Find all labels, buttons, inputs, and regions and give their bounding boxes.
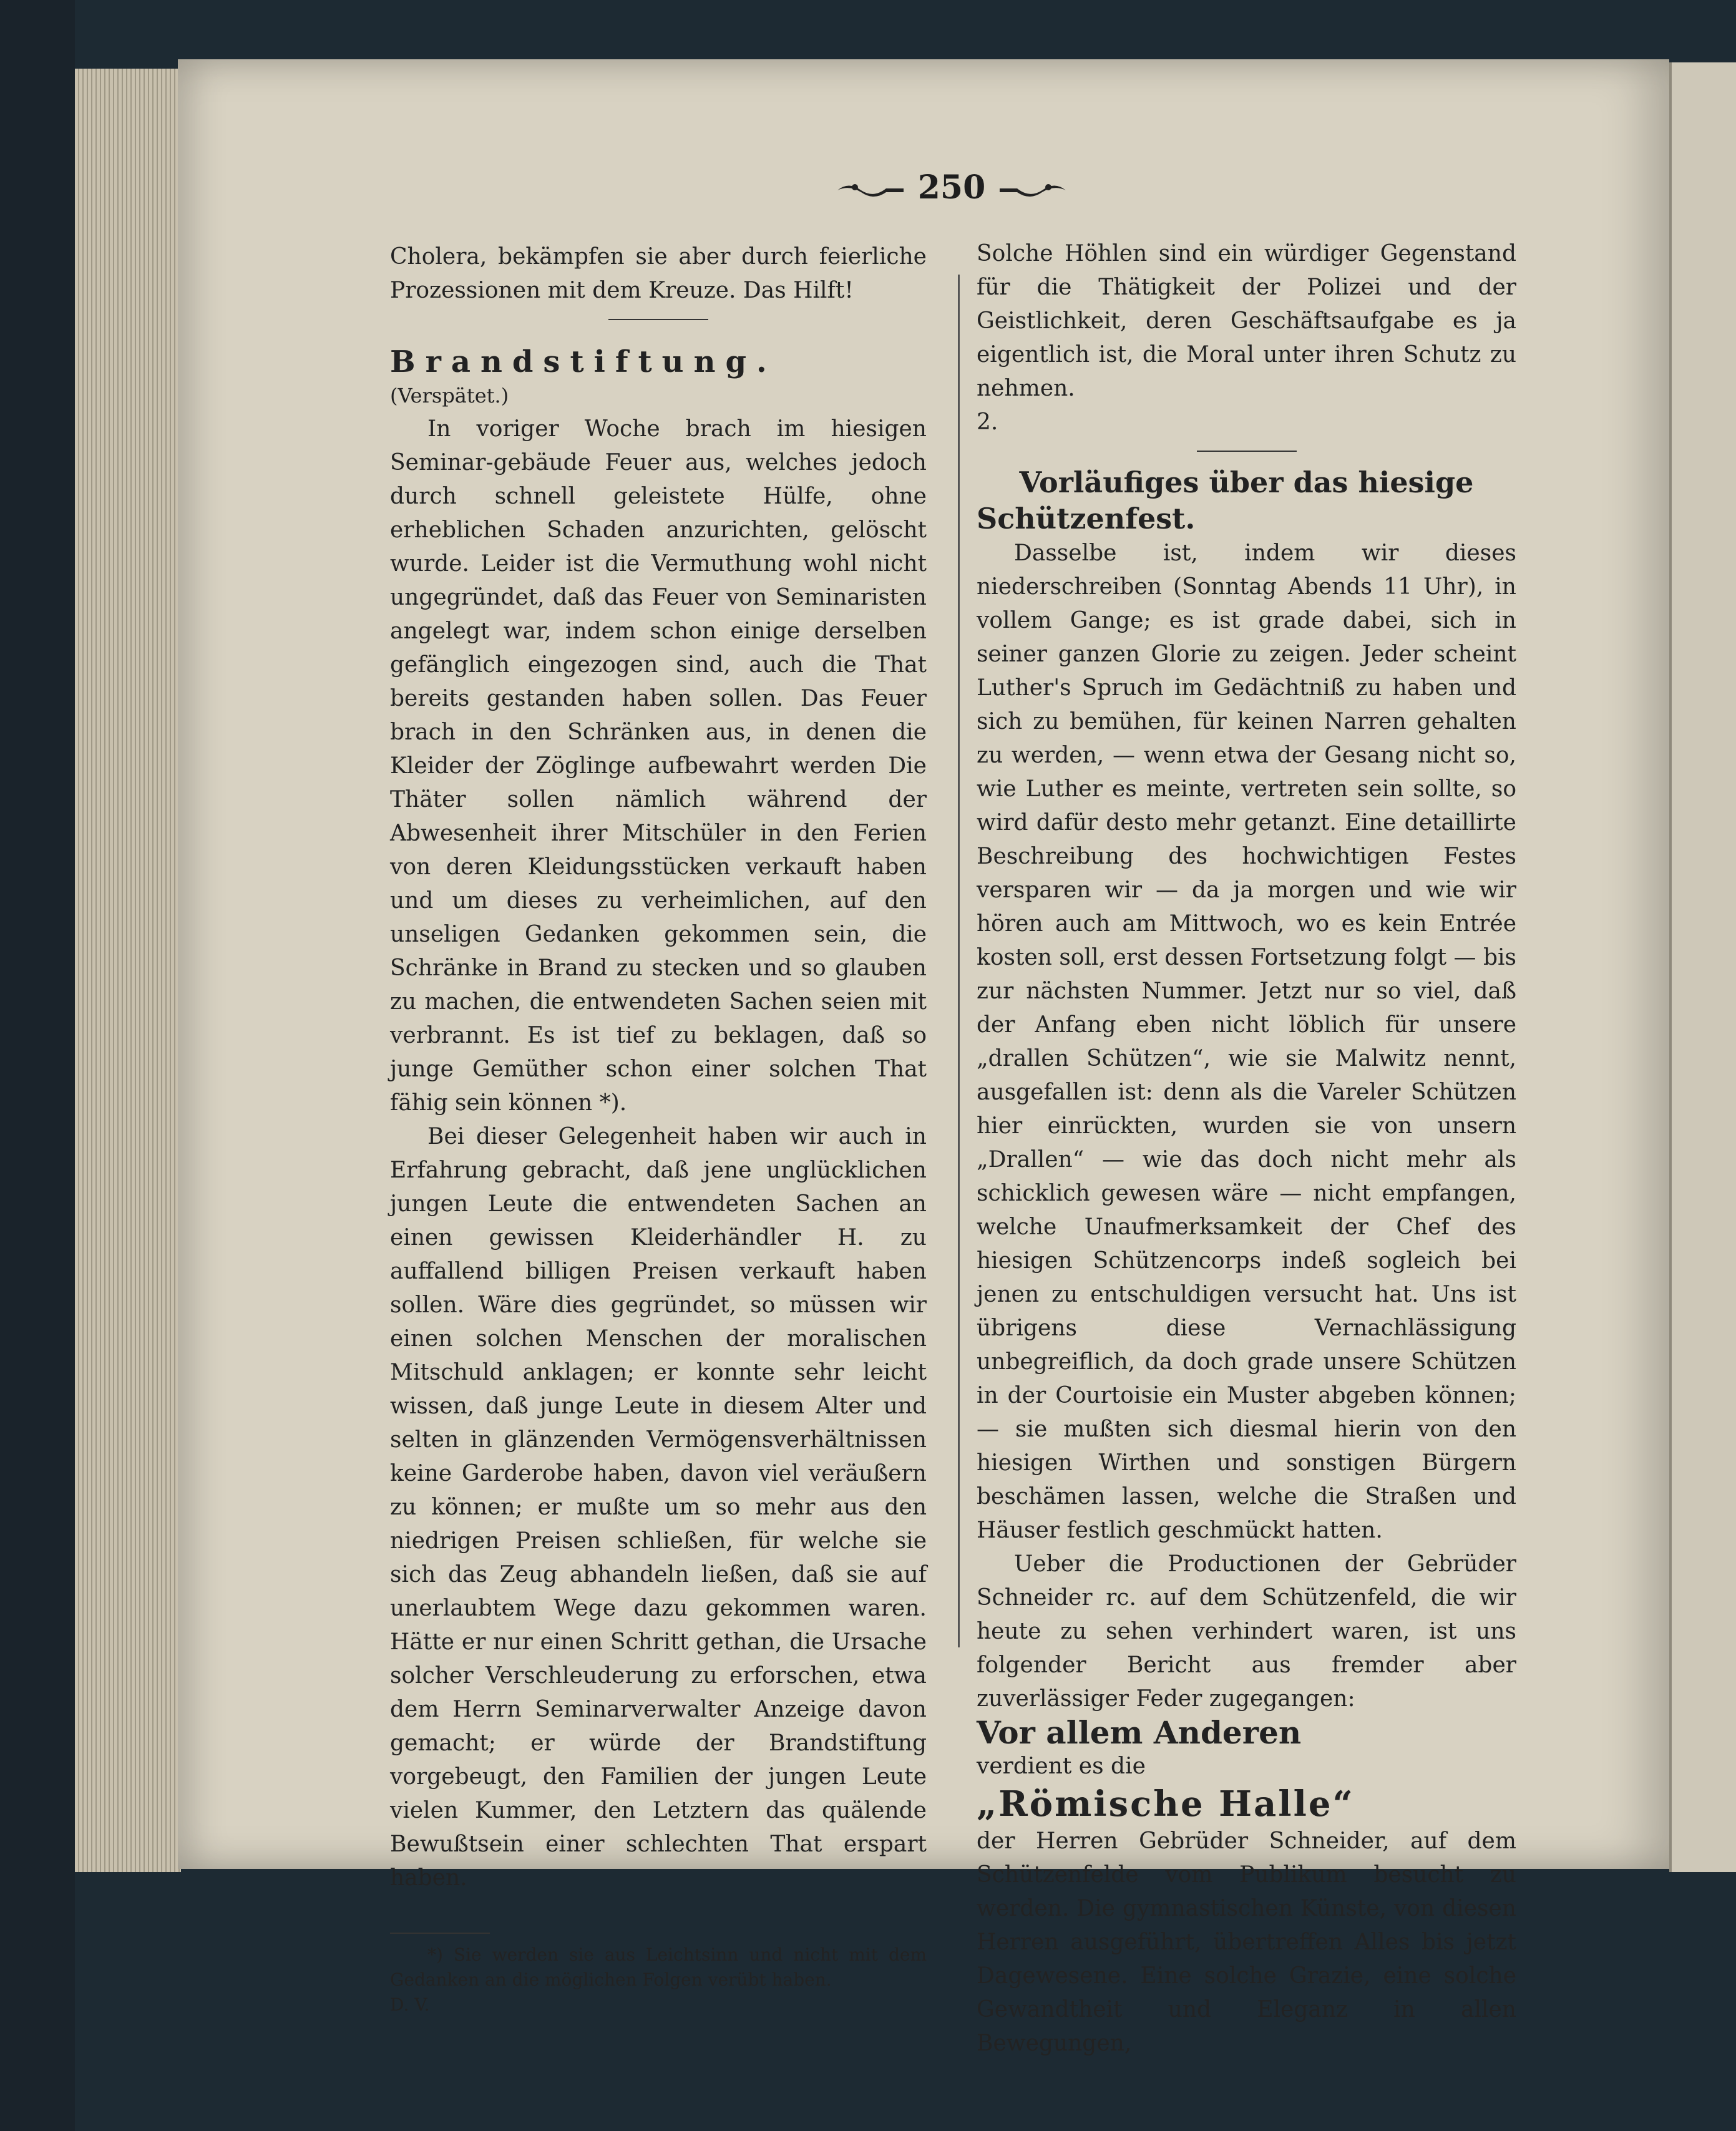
article-paragraph: Bei dieser Gelegenheit haben wir auch in Erfahrung gebracht, daß jene unglücklichen jungen Leute die entwendeten Sachen an einen gewissen Kleiderhändler H. zu auffallend billigen Preisen verkauft haben sollen. Wäre dies gegründet, so müssen wir einen solchen Menschen der moralischen Mitschuld anklagen; er konnte sehr leicht wissen, daß junge Leute in diesem Alter und selten in glänzenden Vermögensverhältnissen keine Garderobe haben, davon viel veräußern zu können; er mußte um so mehr aus den niedrigen Preisen schließen, für welche sie sich das Zeug abhandeln ließen, daß sie auf unerlaubtem Wege dazu gekommen waren. Hätte er nur einen Schritt gethan, die Ursache solcher Verschleuderung zu erforschen, etwa dem Herrn Seminarverwalter Anzeige davon gemacht; er würde der Brandstiftung vorgebeugt, den Familien der jungen Leute vielen Kummer, den Letztern das quälende Bewußtsein einer schlechten That erspart haben.: [390, 1124, 927, 1891]
ornament-right-icon: [998, 180, 1067, 201]
article-heading-brandstiftung: Brandstiftung.: [390, 344, 777, 379]
article-subheading: (Verspätet.): [390, 384, 509, 407]
facing-page-edge: [1669, 62, 1736, 1872]
right-column: [977, 237, 1516, 2060]
article-heading-schuetzenfest: Vorläufiges über das hiesige Schützenfest.: [977, 466, 1474, 535]
advert-line: verdient es die: [977, 1753, 1146, 1779]
article-paragraph: Dasselbe ist, indem wir dieses niederschreiben (Sonntag Abends 11 Uhr), in vollem Gange; es ist grade dabei, sich in seiner ganzen Glorie zu zeigen. Jeder scheint Luther's Spruch im Gedächtniß zu haben und sich zu bemühen, für keinen Narren gehalten zu werden, — wenn etwa der Gesang nicht so, wie Luther es meinte, vertreten sein sollte, so wird dafür desto mehr getanzt. Eine detaillirte Beschreibung des hochwichtigen Festes versparen wir — da ja morgen und wie wir hören auch am Mittwoch, wo es kein Entrée kosten soll, erst dessen Fortsetzung folgt — bis zur nächsten Nummer. Jetzt nur so viel, daß der Anfang eben nicht löblich für unsere „drallen Schützen“, wie sie Malwitz nennt, ausgefallen ist: denn als die Vareler Schützen hier einrückten, wurden sie von unsern „Drallen“ — wie das doch nicht mehr als schicklich gewesen wäre — nicht empfangen, welche Unaufmerksamkeit der Chef des hiesigen Schützencorps indeß sogleich bei jenen zu entschuldigen versucht hat. Uns ist übrigens diese Vernachlässigung unbegreiflich, da doch grade unsere Schützen in der Courtoisie ein Muster abgeben können; — sie mußten sich diesmal hierin von den hiesigen Wirthen und sonstigen Bürgern beschämen lassen, welche die Straßen und Häuser festlich geschmückt hatten.: [977, 540, 1516, 1543]
page-number: 250: [917, 168, 986, 207]
advert-paragraph: der Herren Gebrüder Schneider, auf dem Schützenfelde vom Publikum besucht zu werden. Die gymnastischen Künste, von diesen Herren ausgeführt, übertreffen Alles bis jetzt Dagewesene. Eine solche Grazie, eine solche Gewandtheit und Eleganz in allen Bewegungen,: [977, 1828, 1516, 2056]
footnote-signature: D. V.: [390, 1994, 430, 2015]
left-column: [390, 240, 927, 2017]
column-divider: [958, 275, 960, 1647]
footnote-divider: [390, 1933, 490, 1934]
advert-heading: Vor allem Anderen: [977, 1714, 1302, 1751]
article-paragraph: In voriger Woche brach im hiesigen Seminar-gebäude Feuer aus, welches jedoch durch schnell geleistete Hülfe, ohne erheblichen Schaden anzurichten, gelöscht wurde. Leider ist die Vermuthung wohl nicht ungegründet, daß das Feuer von Seminaristen angelegt war, indem schon einige derselben gefänglich eingezogen sind, auch die That bereits gestanden haben sollen. Das Feuer brach in den Schränken aus, in denen die Kleider der Zöglinge aufbewahrt werden Die Thäter sollen nämlich während der Abwesenheit ihrer Mitschüler in den Ferien von deren Kleidungsstücken verkauft haben und um dieses zu verheimlichen, auf den unseligen Gedanken gekommen sein, die Schränke in Brand zu stecken und so glauben zu machen, die entwendeten Sachen seien mit verbrannt. Es ist tief zu beklagen, daß so junge Gemüther schon einer solchen That fähig sein können *).: [390, 416, 927, 1116]
section-divider: [608, 319, 708, 320]
page-stack-edges: [75, 69, 181, 1872]
article-paragraph: Ueber die Productionen der Gebrüder Schneider rc. auf dem Schützenfeld, die wir heute zu sehen verhindert waren, ist uns folgender Bericht aus fremder aber zuverlässiger Feder zugegangen:: [977, 1551, 1516, 1712]
continued-text: Cholera, bekämpfen sie aber durch feierliche Prozessionen mit dem Kreuze. Das Hilft!: [390, 244, 927, 303]
section-divider: [1197, 451, 1297, 452]
advert-title: „Römische Halle“: [977, 1783, 1355, 1825]
page-header: [836, 168, 1067, 212]
article-signature: 2.: [977, 409, 998, 435]
book-cover-edge: [0, 0, 75, 2131]
ornament-left-icon: [836, 180, 905, 201]
continued-text: Solche Höhlen sind ein würdiger Gegenstand für die Thätigkeit der Polizei und der Geistlichkeit, deren Geschäftsaufgabe es ja eigentlich ist, die Moral unter ihren Schutz zu nehmen.: [977, 241, 1516, 401]
footnote: *) Sie werden sie aus Leichtsinn und nicht mit dem Gedanken an die möglichen Folgen verübt haben.: [390, 1944, 927, 1990]
